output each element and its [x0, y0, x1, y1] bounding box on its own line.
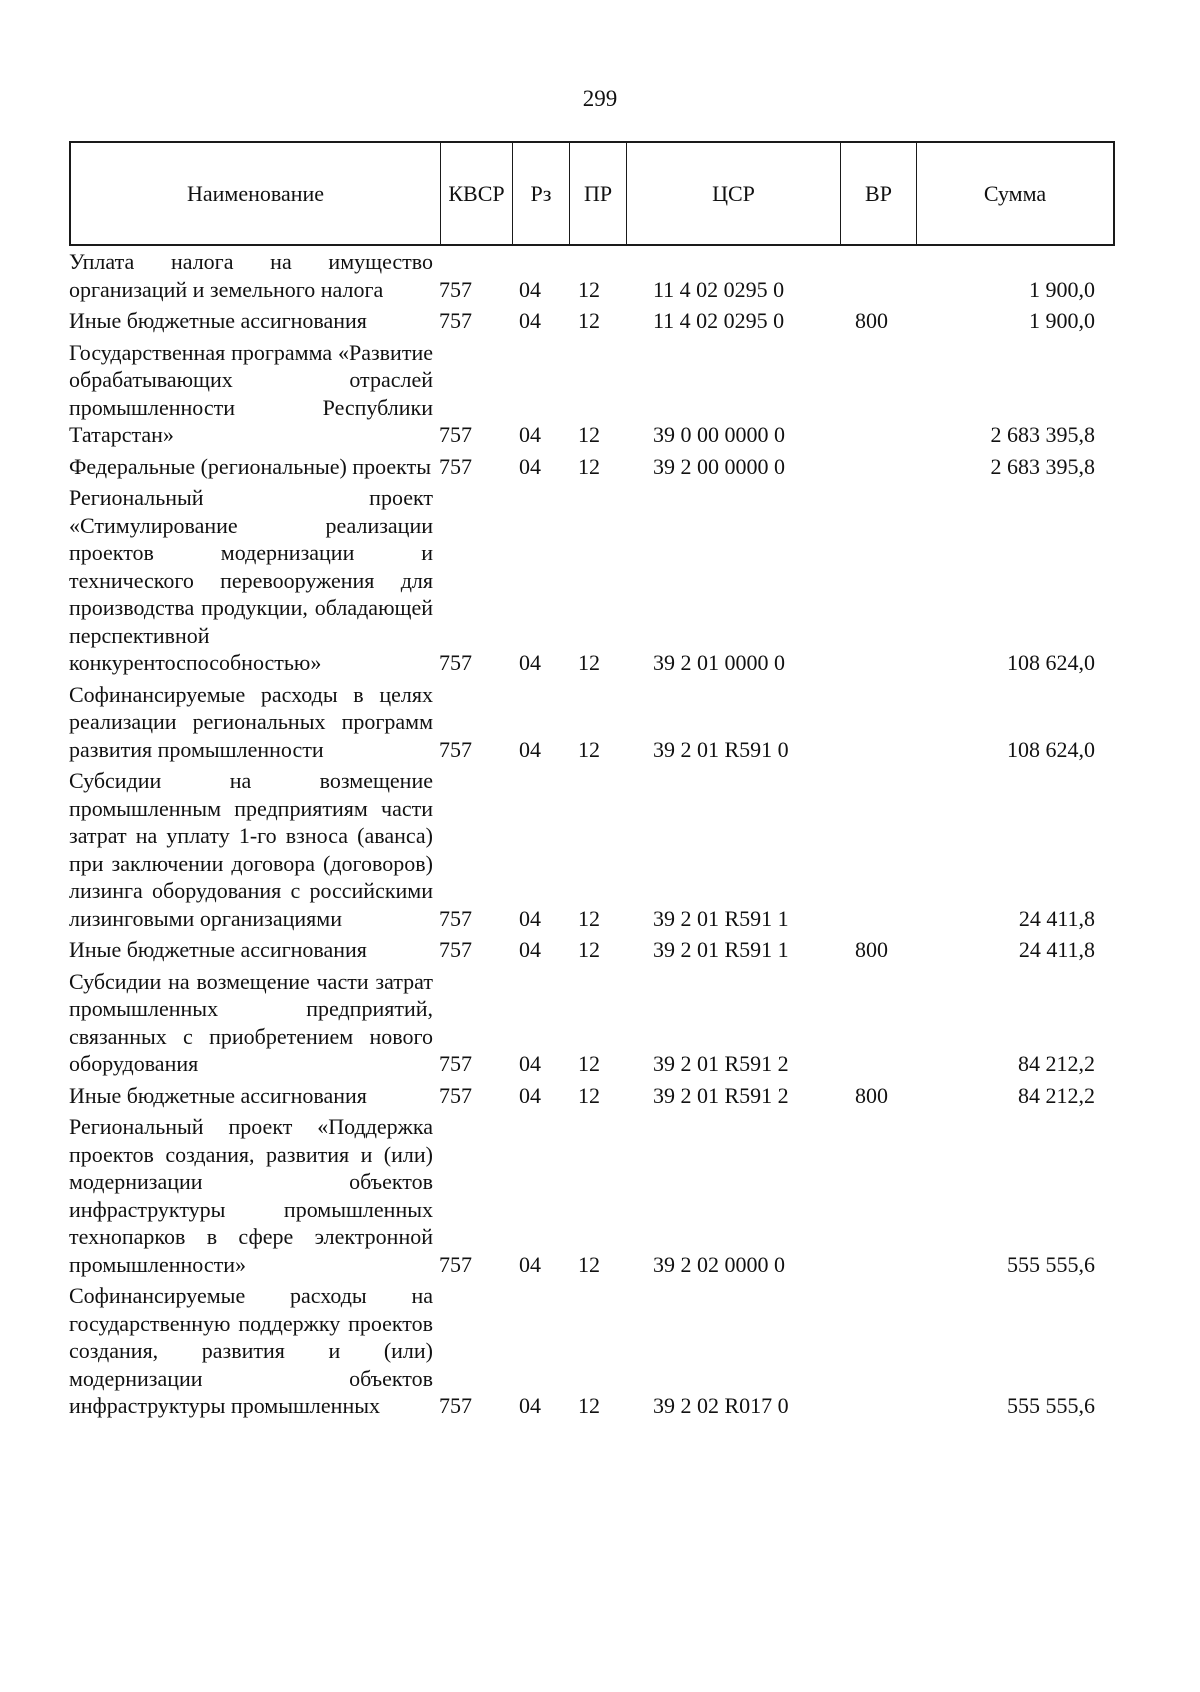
row-kvsr: 757: [439, 937, 472, 962]
table-row: [0, 484, 1200, 677]
row-rz: 04: [519, 276, 541, 302]
row-name: Иные бюджетные ассигнования: [69, 1082, 367, 1108]
row-kvsr: 757: [439, 1051, 472, 1076]
row-sum: 2 683 395,8: [990, 453, 1095, 479]
row-pr: 12: [578, 736, 600, 762]
row-kvsr: 757: [439, 276, 472, 302]
row-sum: 1 900,0: [1029, 308, 1095, 333]
row-csr: 39 2 02 R017 0: [653, 1393, 789, 1418]
row-sum: 24 411,8: [1018, 905, 1095, 931]
row-rz: 04: [519, 1393, 541, 1418]
row-sum: 1 900,0: [1029, 276, 1095, 302]
row-csr: 39 2 02 0000 0: [653, 1251, 785, 1277]
row-csr: 39 2 01 R591 0: [653, 736, 789, 762]
table-row: [0, 936, 1200, 964]
row-pr: 12: [578, 276, 600, 302]
row-csr: 39 2 01 R591 2: [653, 1051, 789, 1076]
row-pr: 12: [578, 650, 600, 675]
table-row: [0, 307, 1200, 335]
row-kvsr: 757: [439, 422, 472, 447]
row-sum: 555 555,6: [1007, 1251, 1095, 1277]
row-rz: 04: [519, 650, 541, 675]
table-row: [0, 248, 1200, 303]
row-csr: 39 2 00 0000 0: [653, 453, 785, 479]
row-sum: 2 683 395,8: [990, 422, 1095, 447]
table-row: [0, 1282, 1200, 1420]
row-name: Региональный проект «Стимулирование реализации проектов модернизации и технического перевооружения для производства продукции, обладающей перспективной конкурентоспособностью»: [69, 485, 433, 675]
row-name: Субсидии на возмещение промышленным предприятиям части затрат на уплату 1-го взноса (аванса) при заключении договора (договоров) лизинга оборудования с российскими лизинговыми организациями: [69, 768, 433, 931]
row-name: Иные бюджетные ассигнования: [69, 308, 367, 333]
row-kvsr: 757: [439, 736, 472, 762]
row-name: Субсидии на возмещение части затрат промышленных предприятий, связанных с приобретением нового оборудования: [69, 968, 433, 1076]
row-rz: 04: [519, 736, 541, 762]
table-row: [0, 1113, 1200, 1278]
table-row: [0, 968, 1200, 1078]
table-row: [0, 767, 1200, 932]
row-pr: 12: [578, 937, 600, 962]
row-sum: 555 555,6: [1007, 1393, 1095, 1418]
table-row: [0, 453, 1200, 481]
row-csr: 39 2 01 R591 1: [653, 905, 789, 931]
row-pr: 12: [578, 422, 600, 447]
row-sum: 108 624,0: [1007, 650, 1095, 675]
table-row: [0, 681, 1200, 764]
table-row: [0, 1082, 1200, 1110]
row-sum: 84 212,2: [1018, 1082, 1095, 1108]
header-sum: Сумма: [983, 180, 1047, 206]
row-pr: 12: [578, 905, 600, 931]
row-name: Уплата налога на имущество организаций и земельного налога: [69, 249, 433, 302]
row-sum: 24 411,8: [1018, 937, 1095, 962]
row-pr: 12: [578, 1082, 600, 1108]
header-vr: ВР: [841, 143, 917, 244]
row-name: Федеральные (региональные) проекты: [69, 453, 431, 479]
row-rz: 04: [519, 937, 541, 962]
header-pr: ПР: [570, 143, 627, 244]
page-number: 299: [582, 86, 618, 111]
row-rz: 04: [519, 905, 541, 931]
row-name: Софинансируемые расходы на государственную поддержку проектов создания, развития и (или) модернизации объектов инфраструктуры промышленных: [69, 1283, 433, 1418]
row-csr: 39 2 01 0000 0: [653, 650, 785, 675]
row-kvsr: 757: [439, 1251, 472, 1277]
row-sum: 108 624,0: [1007, 736, 1095, 762]
table-header: [69, 141, 1115, 246]
row-kvsr: 757: [439, 453, 472, 479]
row-rz: 04: [519, 308, 541, 333]
row-name: Государственная программа «Развитие обрабатывающих отраслей промышленности Республики Татарстан»: [69, 339, 433, 447]
header-name: Наименование: [71, 143, 441, 244]
row-pr: 12: [578, 308, 600, 333]
row-vr: 800: [855, 1082, 888, 1108]
row-kvsr: 757: [439, 650, 472, 675]
row-name: Иные бюджетные ассигнования: [69, 937, 367, 962]
row-pr: 12: [578, 1251, 600, 1277]
row-rz: 04: [519, 1251, 541, 1277]
row-name: Софинансируемые расходы в целях реализации региональных программ развития промышленности: [69, 681, 433, 762]
table-row: [0, 339, 1200, 449]
row-vr: 800: [855, 308, 888, 333]
row-kvsr: 757: [439, 1082, 472, 1108]
row-csr: 11 4 02 0295 0: [653, 276, 785, 302]
row-rz: 04: [519, 1082, 541, 1108]
row-pr: 12: [578, 453, 600, 479]
row-pr: 12: [578, 1051, 600, 1076]
header-csr: ЦСР: [627, 143, 841, 244]
row-pr: 12: [578, 1393, 600, 1418]
row-csr: 39 2 01 R591 2: [653, 1082, 789, 1108]
row-rz: 04: [519, 1051, 541, 1076]
row-rz: 04: [519, 422, 541, 447]
row-kvsr: 757: [439, 905, 472, 931]
row-name: Региональный проект «Поддержка проектов создания, развития и (или) модернизации объектов инфраструктуры промышленных технопарков в сфере электронной промышленности»: [69, 1114, 433, 1277]
row-kvsr: 757: [439, 1393, 472, 1418]
row-rz: 04: [519, 453, 541, 479]
row-csr: 39 0 00 0000 0: [653, 422, 785, 447]
row-csr: 39 2 01 R591 1: [653, 937, 789, 962]
table-body: [0, 248, 1200, 1424]
row-csr: 11 4 02 0295 0: [653, 308, 785, 333]
row-vr: 800: [855, 937, 888, 962]
row-kvsr: 757: [439, 308, 472, 333]
header-rz: Рз: [513, 143, 570, 244]
row-sum: 84 212,2: [1018, 1051, 1095, 1076]
header-kvsr: КВСР: [441, 143, 513, 244]
